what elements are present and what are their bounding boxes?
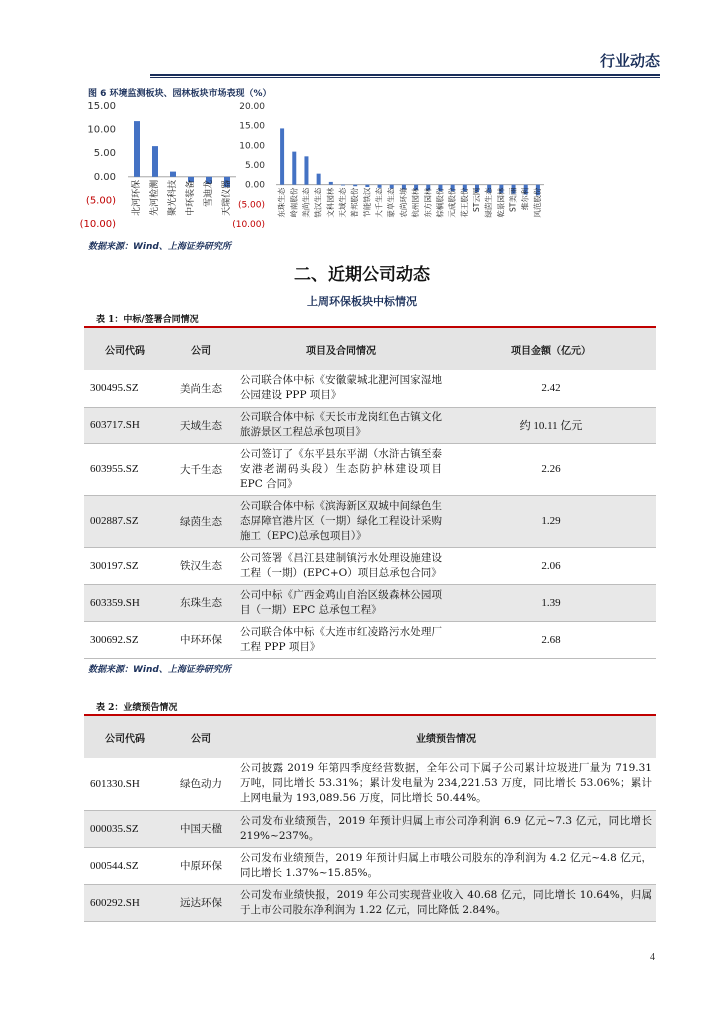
bar — [365, 185, 369, 187]
bar — [378, 185, 382, 188]
y-tick-label: 15.00 — [87, 101, 116, 112]
cell-company: 远达环保 — [166, 884, 236, 921]
bar — [170, 172, 176, 177]
cell-code: 603955.SZ — [84, 443, 166, 495]
cell-amount: 约 10.11 亿元 — [446, 407, 656, 443]
cell-company: 绿茵生态 — [166, 495, 236, 547]
table2-caption: 表 2：业绩预告情况 — [96, 703, 178, 713]
table-row — [84, 884, 656, 921]
category-label: 棕榈股份 — [435, 187, 445, 218]
cell-desc: 公司联合体中标《大连市红凌路污水处理厂工程 PPP 项目》 — [236, 621, 446, 658]
table-row — [84, 495, 656, 547]
table-row — [84, 621, 656, 658]
cell-code: 600292.SH — [84, 884, 166, 921]
category-label: 天域生态 — [338, 187, 347, 218]
category-label: 铁汉生态 — [313, 187, 323, 218]
table1-header-desc: 项目及合同情况 — [236, 327, 446, 370]
header-section-title: 行业动态 — [599, 52, 660, 70]
table1-header-code: 公司代码 — [84, 327, 166, 370]
cell-desc: 公司披露 2019 年第四季度经营数据，全年公司下属子公司累计垃圾进厂量为 719.31 万吨，同比增长 53.31%；累计发电量为 234,221.53 万度，同比增长 53.06%；累计上网电量为 193,089.56 万度，同比增长 50.44%。 — [236, 758, 656, 810]
bar — [329, 182, 333, 185]
cell-desc: 公司发布业绩预告，2019 年预计归属上市公司净利润 6.9 亿元~7.3 亿元，同比增长 219%~237%。 — [236, 810, 656, 847]
category-label: 中环装备 — [186, 179, 196, 216]
bar — [134, 121, 140, 177]
cell-code: 000544.SZ — [84, 847, 166, 884]
table2-header-company: 公司 — [166, 715, 236, 758]
category-label: 东方园林 — [423, 187, 433, 218]
table-row — [84, 370, 656, 407]
cell-company: 大千生态 — [166, 443, 236, 495]
cell-company: 中环环保 — [166, 621, 236, 658]
cell-amount: 2.68 — [446, 621, 656, 658]
header-rule — [150, 74, 660, 76]
table-row — [84, 810, 656, 847]
bar — [280, 128, 284, 184]
cell-desc: 公司联合体中标《滨海新区双城中间绿色生态屏障官港片区（一期）绿化工程设计采购施工（EPC)总承包项目）》 — [236, 495, 446, 547]
cell-desc: 公司签署《昌江县建制镇污水处理设施建设工程（一期）(EPC+O）项目总承包合同》 — [236, 547, 446, 584]
y-tick-label: (10.00) — [232, 220, 265, 230]
header-rule-thin — [150, 77, 660, 78]
category-label: 文科园林 — [325, 187, 335, 218]
y-tick-label: 0.00 — [244, 180, 265, 191]
page-number: 4 — [650, 952, 655, 963]
category-label: 杭州园林 — [411, 187, 421, 218]
category-label: 大千生态 — [374, 187, 384, 218]
cell-amount: 2.06 — [446, 547, 656, 584]
bar — [152, 146, 158, 177]
category-label: 先河检测 — [150, 179, 160, 216]
cell-code: 002887.SZ — [84, 495, 166, 547]
category-label: 元成股份 — [447, 187, 457, 218]
cell-amount: 1.29 — [446, 495, 656, 547]
category-label: 天瑞仪器 — [222, 179, 232, 216]
table2-header-code: 公司代码 — [84, 715, 166, 758]
table1-source: 数据来源：Wind、上海证券研究所 — [88, 665, 231, 675]
y-tick-label: 0.00 — [93, 171, 116, 183]
y-tick-label: 5.00 — [93, 148, 116, 160]
cell-company: 中国天楹 — [166, 810, 236, 847]
cell-company: 东珠生态 — [166, 584, 236, 621]
figure-source: 数据来源：Wind、上海证券研究所 — [88, 242, 231, 252]
cell-company: 铁汉生态 — [166, 547, 236, 584]
cell-amount: 2.42 — [446, 370, 656, 407]
table-row — [84, 407, 656, 443]
cell-desc: 公司发布业绩快报，2019 年公司实现营业收入 40.68 亿元，同比增长 10.64%，归属于上市公司股东净利润为 1.22 亿元，同比降低 2.84%。 — [236, 884, 656, 921]
category-label: 美尚生态 — [301, 187, 311, 218]
figure-caption: 图 6 环境监测板块、园林板块市场表现（%） — [88, 89, 272, 99]
category-label: ST美丽 — [508, 187, 518, 213]
section-title: 二、近期公司动态 — [294, 265, 430, 285]
cell-desc: 公司中标《广西金鸡山自治区级森林公园项目（一期）EPC 总承包工程》 — [236, 584, 446, 621]
y-tick-label: 5.00 — [244, 161, 265, 171]
cell-company: 中原环保 — [166, 847, 236, 884]
cell-desc: 公司联合体中标《安徽蒙城北淝河国家湿地公园建设 PPP 项目》 — [236, 370, 446, 407]
cell-desc: 公司签订了《东平县东平湖（水浒古镇至泰安港老湖码头段）生态防护林建设项目 EPC 合同》 — [236, 443, 446, 495]
y-tick-label: (5.00) — [85, 195, 116, 207]
cell-company: 美尚生态 — [166, 370, 236, 407]
cell-code: 300197.SZ — [84, 547, 166, 584]
table1 — [84, 326, 656, 659]
category-label: 岭南股份 — [289, 187, 299, 218]
cell-code: 603717.SH — [84, 407, 166, 443]
table1-header-amount: 项目金额（亿元） — [446, 327, 656, 370]
cell-code: 000035.SZ — [84, 810, 166, 847]
y-tick-label: 15.00 — [239, 121, 265, 132]
bar — [341, 185, 345, 186]
category-label: 绿茵生态 — [484, 187, 494, 218]
category-label: 节能铁汉 — [362, 187, 372, 218]
y-tick-label: (10.00) — [79, 219, 116, 230]
table2-header-desc: 业绩预告情况 — [236, 715, 656, 758]
category-label: 风范股份 — [532, 187, 542, 218]
cell-code: 603359.SH — [84, 584, 166, 621]
table1-header-company: 公司 — [166, 327, 236, 370]
cell-code: 300692.SZ — [84, 621, 166, 658]
cell-desc: 公司发布业绩预告，2019 年预计归属上市哦公司股东的净利润为 4.2 亿元~4.8 亿元，同比增长 1.37%~15.85%。 — [236, 847, 656, 884]
table-row — [84, 584, 656, 621]
table1-caption: 表 1：中标/签署合同情况 — [96, 315, 199, 325]
y-tick-label: (5.00) — [237, 200, 265, 211]
cell-code: 300495.SZ — [84, 370, 166, 407]
category-label: 农尚环境 — [398, 187, 408, 218]
bar — [304, 156, 308, 184]
cell-company: 天域生态 — [166, 407, 236, 443]
bar — [353, 185, 357, 187]
category-label: 聚光科技 — [168, 179, 178, 216]
category-label: 雪迪龙 — [204, 179, 214, 207]
category-label: 蒙草生态 — [386, 187, 396, 218]
bar — [317, 174, 321, 185]
category-label: ST云网 — [472, 187, 481, 213]
table-row — [84, 758, 656, 810]
table-row — [84, 547, 656, 584]
cell-amount: 1.39 — [446, 584, 656, 621]
cell-amount: 2.26 — [446, 443, 656, 495]
category-label: 东珠生态 — [277, 187, 287, 218]
y-tick-label: 10.00 — [239, 141, 265, 152]
category-label: 维尔利 — [520, 187, 530, 211]
category-label: 乾景园林 — [496, 187, 506, 218]
cell-code: 601330.SH — [84, 758, 166, 810]
table2 — [84, 714, 656, 922]
bar — [292, 152, 296, 185]
chart-monitoring — [80, 98, 240, 238]
table-row — [84, 443, 656, 495]
table-subtitle: 上周环保板块中标情况 — [307, 295, 417, 308]
cell-desc: 公司联合体中标《天长市龙岗红色古镇文化旅游景区工程总承包项目》 — [236, 407, 446, 443]
cell-company: 绿色动力 — [166, 758, 236, 810]
category-label: 北河环保 — [132, 179, 142, 216]
y-tick-label: 10.00 — [87, 124, 116, 136]
category-label: 普邦股份 — [350, 187, 360, 218]
y-tick-label: 20.00 — [239, 102, 265, 112]
chart-landscaping — [232, 98, 550, 238]
category-label: 花王股份 — [459, 187, 469, 218]
table-row — [84, 847, 656, 884]
